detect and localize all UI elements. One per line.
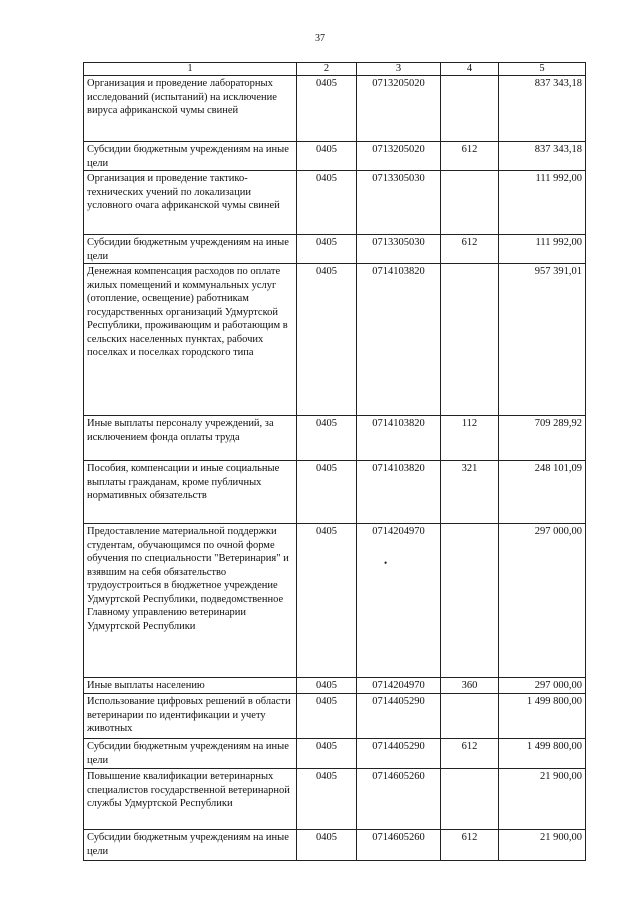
row-type — [441, 76, 499, 142]
table-row — [84, 416, 586, 461]
row-name: Иные выплаты персоналу учреждений, за исключением фонда оплаты труда — [84, 416, 297, 461]
row-section: 0405 — [297, 171, 357, 235]
table-row — [84, 76, 586, 142]
table-row — [84, 142, 586, 171]
row-item: 0713305030 — [357, 235, 441, 264]
page-number: 37 — [315, 33, 325, 44]
row-name: Иные выплаты населению — [84, 678, 297, 694]
scan-dot: • — [384, 558, 388, 568]
row-section: 0405 — [297, 142, 357, 171]
table-row — [84, 678, 586, 694]
row-name: Повышение квалификации ветеринарных специалистов государственной ветеринарной службы Удмуртской Республики — [84, 769, 297, 830]
row-item: 0714103820 — [357, 416, 441, 461]
row-type: 321 — [441, 461, 499, 524]
row-item: 0714204970 — [357, 678, 441, 694]
row-item: 0713205020 — [357, 76, 441, 142]
budget-table — [83, 62, 586, 861]
row-sum: 837 343,18 — [499, 142, 586, 171]
row-type — [441, 769, 499, 830]
row-item: 0714103820 — [357, 264, 441, 416]
row-type: 360 — [441, 678, 499, 694]
row-section: 0405 — [297, 769, 357, 830]
row-item: 0714204970 — [357, 524, 441, 678]
row-type — [441, 694, 499, 739]
row-name: Денежная компенсация расходов по оплате жилых помещений и коммунальных услуг (отопление, освещение) работникам государственных организаций Удмуртской Республики, проживающим и работающим в сельских населенных пунктах, рабочих поселках и поселках городского типа — [84, 264, 297, 416]
row-sum: 957 391,01 — [499, 264, 586, 416]
row-item: 0714103820 — [357, 461, 441, 524]
row-section: 0405 — [297, 678, 357, 694]
table-row — [84, 171, 586, 235]
row-section: 0405 — [297, 416, 357, 461]
row-sum: 21 900,00 — [499, 830, 586, 861]
row-type: 112 — [441, 416, 499, 461]
row-name: Предоставление материальной поддержки студентам, обучающимся по очной форме обучения по специальности "Ветеринария" и взявшим на себя обязательство трудоустроиться в бюджетное учреждение Удмуртской Республики, подведомственное Главному управлению ветеринарии Удмуртской Республики — [84, 524, 297, 678]
row-sum: 1 499 800,00 — [499, 694, 586, 739]
row-name: Использование цифровых решений в области ветеринарии по идентификации и учету животных — [84, 694, 297, 739]
row-type — [441, 524, 499, 678]
row-name: Организация и проведение лабораторных исследований (испытаний) на исключение вируса африканской чумы свиней — [84, 76, 297, 142]
row-sum: 1 499 800,00 — [499, 739, 586, 769]
row-type — [441, 264, 499, 416]
col-header-3: 3 — [357, 63, 441, 76]
col-header-1: 1 — [84, 63, 297, 76]
row-item: 0714605260 — [357, 769, 441, 830]
table-row — [84, 461, 586, 524]
row-sum: 297 000,00 — [499, 524, 586, 678]
row-section: 0405 — [297, 739, 357, 769]
row-name: Организация и проведение тактико-технических учений по локализации условного очага африканской чумы свиней — [84, 171, 297, 235]
row-sum: 111 992,00 — [499, 171, 586, 235]
table-row — [84, 830, 586, 861]
row-name: Субсидии бюджетным учреждениям на иные цели — [84, 830, 297, 861]
row-sum: 248 101,09 — [499, 461, 586, 524]
row-type — [441, 171, 499, 235]
row-type: 612 — [441, 830, 499, 861]
row-type: 612 — [441, 739, 499, 769]
row-sum: 111 992,00 — [499, 235, 586, 264]
table-row — [84, 235, 586, 264]
row-name: Субсидии бюджетным учреждениям на иные цели — [84, 235, 297, 264]
row-type: 612 — [441, 235, 499, 264]
row-sum: 837 343,18 — [499, 76, 586, 142]
row-section: 0405 — [297, 264, 357, 416]
row-name: Субсидии бюджетным учреждениям на иные цели — [84, 142, 297, 171]
table-row — [84, 769, 586, 830]
row-item: 0714405290 — [357, 694, 441, 739]
row-item: 0713205020 — [357, 142, 441, 171]
row-sum: 297 000,00 — [499, 678, 586, 694]
row-section: 0405 — [297, 694, 357, 739]
col-header-2: 2 — [297, 63, 357, 76]
row-name: Субсидии бюджетным учреждениям на иные цели — [84, 739, 297, 769]
col-header-5: 5 — [499, 63, 586, 76]
table-row — [84, 694, 586, 739]
row-section: 0405 — [297, 524, 357, 678]
row-section: 0405 — [297, 235, 357, 264]
row-item: 0714605260 — [357, 830, 441, 861]
col-header-4: 4 — [441, 63, 499, 76]
row-section: 0405 — [297, 830, 357, 861]
table-row — [84, 264, 586, 416]
row-section: 0405 — [297, 461, 357, 524]
header-row — [84, 63, 586, 76]
row-item: 0713305030 — [357, 171, 441, 235]
row-sum: 21 900,00 — [499, 769, 586, 830]
row-name: Пособия, компенсации и иные социальные выплаты гражданам, кроме публичных нормативных обязательств — [84, 461, 297, 524]
row-item: 0714405290 — [357, 739, 441, 769]
table-row — [84, 739, 586, 769]
row-sum: 709 289,92 — [499, 416, 586, 461]
table-row — [84, 524, 586, 678]
row-section: 0405 — [297, 76, 357, 142]
row-type: 612 — [441, 142, 499, 171]
